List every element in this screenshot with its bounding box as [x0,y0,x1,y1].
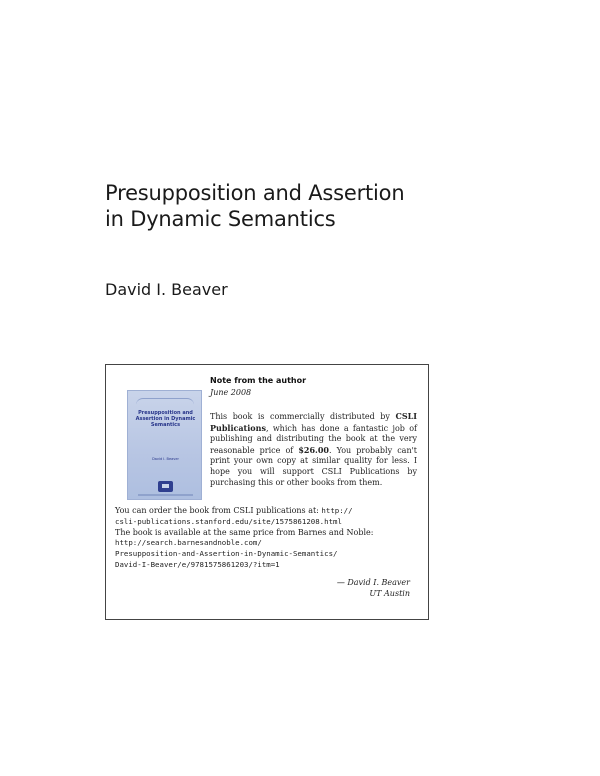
note-text-lead: This book is commercially distributed by [210,412,390,421]
book-cover-image [127,390,202,500]
signature-name: — David I. Beaver [336,578,410,587]
order-info [115,506,417,571]
title-line-2: in Dynamic Semantics [105,207,336,231]
note-text-mid: , which has done a fantastic job of publishing and distributing the book at the very reasonable price of [210,423,417,455]
order-line [115,506,417,517]
bn-link-line2[interactable]: Presupposition-and-Assertion-in-Dynamic-Semantics/ [115,549,338,559]
bn-link-line1[interactable]: http://search.barnesandnoble.com/ [115,538,262,548]
document-title [105,180,505,232]
title-line-1: Presupposition and Assertion [105,181,405,205]
order-text: You can order the book from CSLI publications at: [115,506,319,515]
note-text-tail: . You probably can't print your own copy at similar quality for less. I hope you will support CSLI Publications by purchasing this or other books from them. [210,445,418,487]
cover-author: David I. Beaver [152,457,179,461]
bn-link-line3[interactable]: David-I-Beaver/e/9781575861203/?itm=1 [115,559,280,569]
cover-footer-bar [138,494,193,496]
author-note-box [105,364,429,620]
note-heading: Note from the author [210,376,307,385]
note-date: June 2008 [210,388,252,397]
signature [337,577,410,599]
bn-text: The book is available at the same price from Barnes and Noble: [115,527,374,537]
document-author: David I. Beaver [105,280,228,299]
book-price: $26.00 [298,444,329,455]
note-paragraph [210,411,417,488]
cover-arc-decoration [136,398,194,405]
csli-logo-icon [158,481,173,492]
publisher-name: CSLI Publications [210,411,417,433]
signature-affiliation: UT Austin [369,589,410,598]
csli-link-part1[interactable]: http:// [321,506,353,515]
csli-link-part2[interactable]: csli-publications.stanford.edu/site/1575861208.html [115,516,342,526]
cover-title: Presupposition and Assertion in Dynamic Semantics [135,410,196,428]
